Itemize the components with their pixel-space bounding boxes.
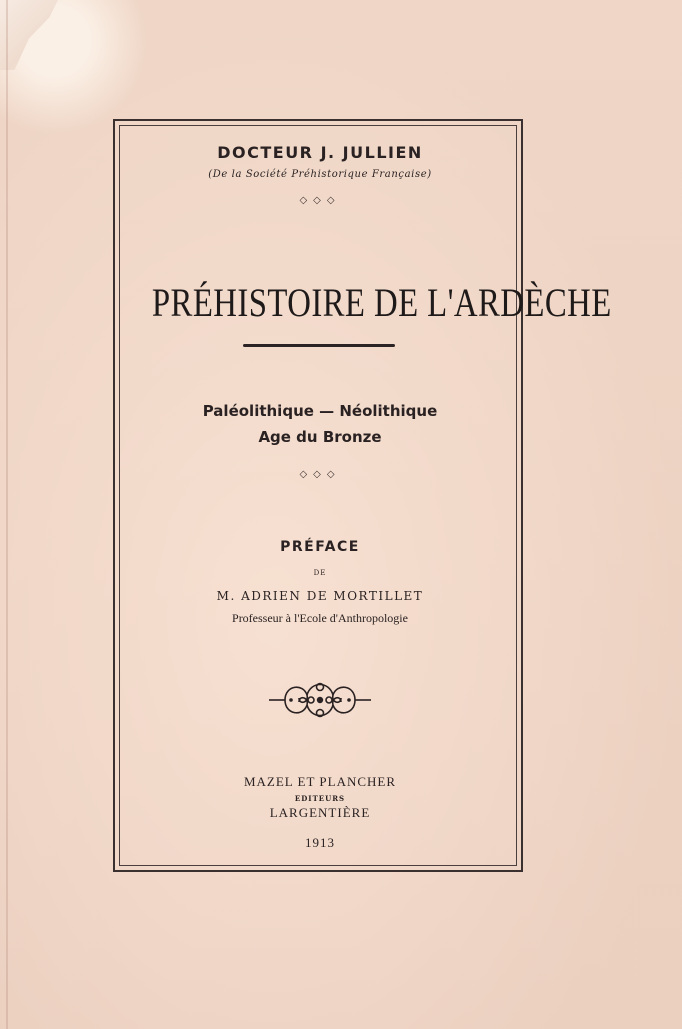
preface-author: M. ADRIEN DE MORTILLET — [216, 589, 424, 603]
subtitle-bronze: Age du Bronze — [258, 428, 382, 446]
publisher-name: MAZEL ET PLANCHER — [243, 774, 397, 789]
spine-edge — [6, 0, 8, 1029]
publication-year: 1913 — [305, 835, 335, 850]
preface-author-role: Professeur à l'Ecole d'Anthropologie — [232, 611, 408, 625]
publisher-role: EDITEURS — [294, 794, 346, 803]
title-frame-inner-border — [119, 125, 612, 866]
author-affiliation: (De la Société Préhistorique Française) — [208, 169, 432, 180]
title-frame — [113, 119, 612, 872]
author-name: DOCTEUR J. JULLIEN — [217, 143, 423, 162]
torn-corner — [0, 0, 58, 70]
title-rule — [243, 344, 395, 347]
subtitle-periods: Paléolithique — Néolithique — [202, 402, 438, 420]
preface-de: DE — [313, 569, 327, 577]
publisher-city: LARGENTIÈRE — [269, 805, 371, 820]
diamond-dots-icon: ◇◇◇ — [299, 469, 341, 480]
diamond-dots-icon: ◇◇◇ — [299, 195, 341, 206]
preface-heading: PRÉFACE — [280, 539, 360, 555]
scroll-ornament-icon — [267, 673, 373, 727]
book-title: PRÉHISTOIRE DE L'ARDÈCHE — [151, 280, 612, 325]
